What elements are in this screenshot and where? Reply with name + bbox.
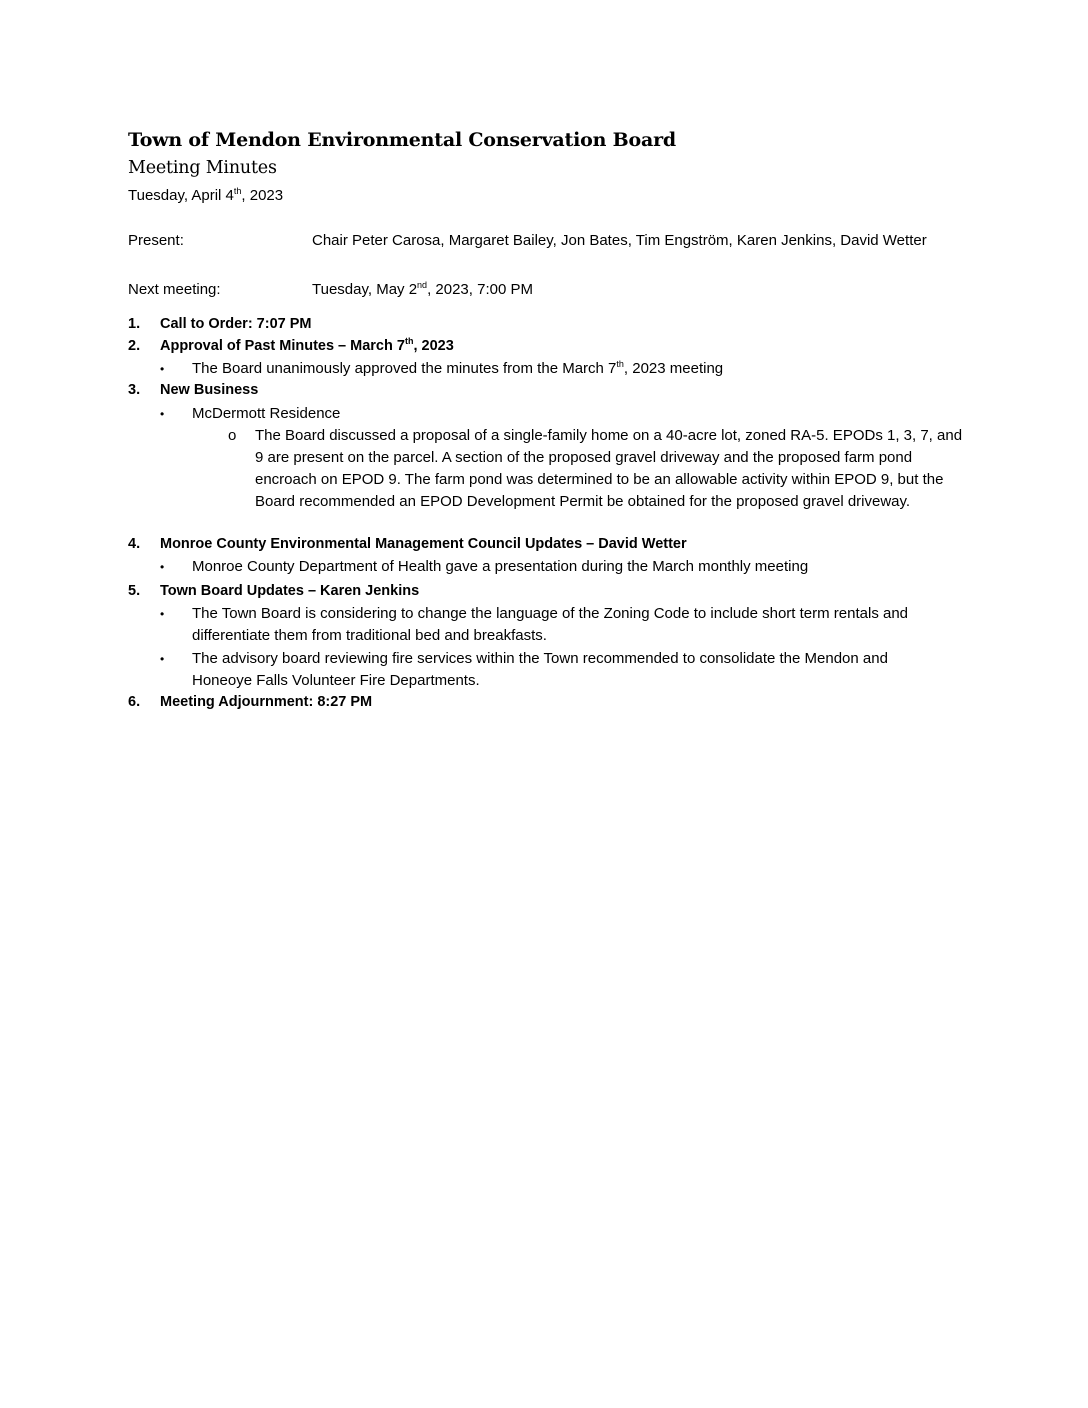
section-number: 2.: [128, 338, 141, 354]
section-title: Call to Order: 7:07 PM: [160, 316, 312, 332]
next-meeting-ordinal: nd: [417, 280, 428, 290]
bullet-text-rest: , 2023 meeting: [623, 360, 724, 377]
section-title-year: , 2023: [413, 338, 454, 354]
bullet-text: McDermott Residence: [192, 405, 341, 422]
section-number: 5.: [128, 583, 141, 599]
sub-bullet-text: The Board discussed a proposal of a single-family home on a 40-acre lot, zoned RA-5. EPODs 1, 3, 7, and 9 are present on the parcel. A section of the proposed gravel driveway and the proposed farm pond encroach on EPOD 9. The farm pond was determined to be an allowable activity within EPOD 9, but the Board recommended an EPOD Development Permit be obtained for the proposed gravel driveway.: [255, 427, 963, 510]
present-value: Chair Peter Carosa, Margaret Bailey, Jon Bates, Tim Engström, Karen Jenkins, David Wetter: [312, 232, 927, 249]
present-label: Present:: [128, 232, 184, 249]
section-number: 6.: [128, 694, 141, 710]
bullet-text-main: The Board unanimously approved the minutes from the March 7: [192, 360, 617, 377]
document-subtitle: Meeting Minutes: [128, 158, 277, 178]
bullet-text: [192, 358, 932, 380]
next-meeting-rest: , 2023, 7:00 PM: [427, 281, 533, 298]
next-meeting-date: Tuesday, May 2: [312, 281, 418, 298]
bullet-icon: •: [160, 407, 165, 421]
bullet-icon: •: [160, 652, 165, 666]
section-number: 3.: [128, 382, 141, 398]
bullet-text: The Town Board is considering to change the language of the Zoning Code to include short term rentals and differentiate them from traditional bed and breakfasts.: [192, 605, 909, 644]
bullet-icon: •: [160, 560, 165, 574]
section-number: 1.: [128, 316, 141, 332]
section-title-main: Approval of Past Minutes – March 7: [160, 338, 405, 354]
bullet-text: The advisory board reviewing fire services within the Town recommended to consolidate the Mendon and Honeoye Falls Volunteer Fire Departments.: [192, 650, 888, 689]
section-title: Meeting Adjournment: 8:27 PM: [160, 694, 373, 710]
section-title: [160, 338, 454, 354]
circle-bullet-icon: o: [228, 427, 237, 444]
section-title: New Business: [160, 382, 259, 398]
meeting-date-year: , 2023: [241, 187, 284, 204]
section-title-ordinal: th: [404, 336, 414, 347]
next-meeting-value: [312, 279, 962, 301]
next-meeting-label: Next meeting:: [128, 281, 221, 298]
meeting-date-main: Tuesday, April 4: [128, 187, 234, 204]
document-title: Town of Mendon Environmental Conservation Board: [128, 129, 676, 151]
bullet-icon: •: [160, 607, 165, 621]
meeting-date: [128, 187, 283, 204]
meeting-date-ordinal: th: [233, 186, 242, 196]
section-title: Monroe County Environmental Management Council Updates – David Wetter: [160, 536, 687, 552]
section-number: 4.: [128, 536, 141, 552]
section-title: Town Board Updates – Karen Jenkins: [160, 583, 420, 599]
bullet-icon: •: [160, 362, 165, 376]
bullet-text: Monroe County Department of Health gave a presentation during the March monthly meeting: [192, 558, 809, 575]
bullet-text-ordinal: th: [616, 359, 624, 369]
